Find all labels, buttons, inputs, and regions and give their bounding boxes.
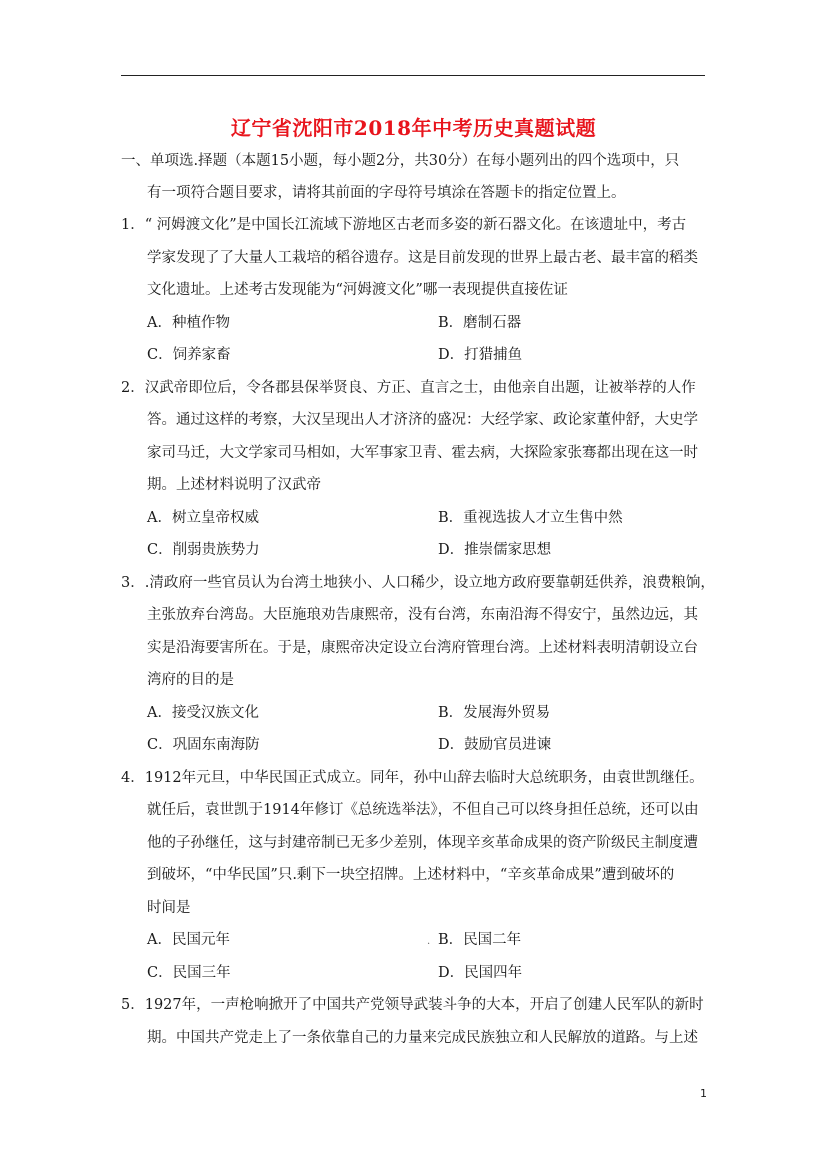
question-2-option-d[interactable]: D．推崇儒家思想: [438, 542, 552, 558]
stray-mark: .: [427, 936, 431, 947]
section-instruction-line-1: 一、单项选.择题（本题15小题，每小题2分，共30分）在每小题列出的四个选项中，只: [121, 153, 680, 169]
question-4-line-5: 时间是: [147, 900, 191, 916]
question-1-option-a[interactable]: A．种植作物: [147, 315, 230, 331]
question-1-option-c[interactable]: C．饲养家畜: [147, 347, 231, 363]
question-1-line-2: 学家发现了了大量人工栽培的稻谷遗存。这是目前发现的世界上最古老、最丰富的稻类: [147, 250, 698, 266]
question-1-option-d[interactable]: D．打猎捕鱼: [438, 347, 523, 363]
question-5-line-2: 期。中国共产党走上了一条依靠自己的力量来完成民族独立和人民解放的道路。与上述: [147, 1030, 698, 1046]
question-3-option-c[interactable]: C．巩固东南海防: [147, 737, 260, 753]
question-4-option-d[interactable]: D．民国四年: [438, 965, 523, 981]
question-3-line-2: 主张放弃台湾岛。大臣施琅劝告康熙帝，没有台湾，东南沿海不得安宁，虽然边远，其: [147, 607, 698, 623]
question-2-line-4: 期。上述材料说明了汉武帝: [147, 477, 321, 493]
question-2-option-b[interactable]: B．重视选拔人才立生售中然: [438, 510, 623, 526]
question-3-line-4: 湾府的目的是: [147, 672, 234, 688]
question-4-option-c[interactable]: C．民国三年: [147, 965, 231, 981]
question-1-option-b[interactable]: B．磨制石器: [438, 315, 522, 331]
page-title: 辽宁省沈阳市2018年中考历史真题试题: [230, 116, 597, 140]
question-4-option-b[interactable]: B．民国二年: [438, 932, 522, 948]
question-2-option-a[interactable]: A．树立皇帝权威: [147, 510, 259, 526]
question-5-line-1: 5．1927年，一声枪响掀开了中国共产党领导武装斗争的大本，开启了创建人民军队的新时: [121, 997, 704, 1013]
header-rule: [121, 75, 705, 76]
question-2-line-2: 答。通过这样的考察，大汉呈现出人才济济的盛况：大经学家、政论家董仲舒，大史学: [147, 412, 698, 428]
question-3-line-1: 3．.清政府一些官员认为台湾土地狭小、人口稀少，设立地方政府要靠朝廷供养，浪费粮饷，: [121, 575, 715, 591]
page-number: 1: [700, 1087, 707, 1100]
question-3-option-b[interactable]: B．发展海外贸易: [438, 705, 551, 721]
question-2-option-c[interactable]: C．削弱贵族势力: [147, 542, 260, 558]
question-4-line-4: 到破坏，“中华民国”只.剩下一块空招牌。上述材料中，“辛亥革命成果”遭到破坏的: [147, 867, 675, 883]
question-4-option-a[interactable]: A．民国元年: [147, 932, 230, 948]
question-3-line-3: 实是沿海要害所在。于是，康熙帝决定设立台湾府管理台湾。上述材料表明清朝设立台: [147, 640, 698, 656]
question-1-line-1: 1．“ 河姆渡文化”是中国长江流域下游地区古老而多姿的新石器文化。在该遗址中，考古: [121, 217, 687, 233]
question-4-line-2: 就任后，袁世凯于1914年修订《总统选举法》，不但自己可以终身担任总统，还可以由: [147, 802, 699, 818]
question-3-option-a[interactable]: A．接受汉族文化: [147, 705, 259, 721]
question-4-line-3: 他的子孙继任，这与封建帝制已无多少差别，体现辛亥革命成果的资产阶级民主制度遭: [147, 835, 698, 851]
question-3-option-d[interactable]: D．鼓励官员进谏: [438, 737, 552, 753]
section-instruction-line-2: 有一项符合题目要求，请将其前面的字母符号填涂在答题卡的指定位置上。: [147, 185, 626, 201]
question-1-line-3: 文化遗址。上述考古发现能为“河姆渡文化”哪一表现提供直接佐证: [147, 282, 568, 298]
question-2-line-1: 2．汉武帝即位后，令各郡县保举贤良、方正、直言之士，由他亲自出题，让被举荐的人作: [121, 380, 696, 396]
question-2-line-3: 家司马迁，大文学家司马相如，大军事家卫青、霍去病，大探险家张骞都出现在这一时: [147, 445, 698, 461]
question-4-line-1: 4．1912年元旦，中华民国正式成立。同年，孙中山辞去临时大总统职务，由袁世凯继任。: [121, 770, 704, 786]
